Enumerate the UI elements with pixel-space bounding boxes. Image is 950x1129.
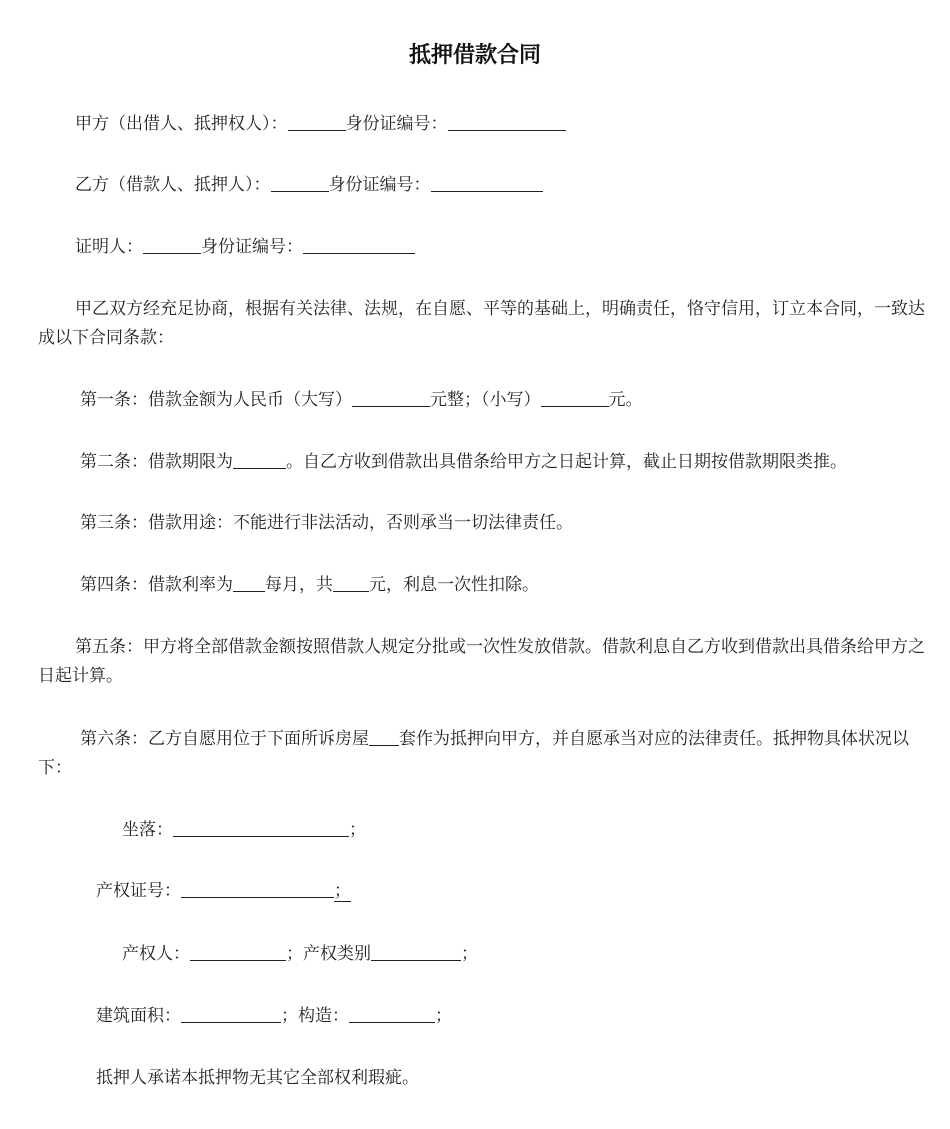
article-6-text-c: 套作为抵押向甲方，并自愿承当对应的法律责任。抵押物具体状况以下： xyxy=(38,729,909,778)
party-b-label: 乙方（借款人、抵押人）： xyxy=(75,175,271,195)
witness-name-blank[interactable] xyxy=(143,236,201,254)
area-blank[interactable] xyxy=(181,1005,281,1023)
contract-title: 抵押借款合同 xyxy=(408,43,541,68)
article-6-heading: 第六条： xyxy=(80,729,148,749)
owner-label: 产权人： xyxy=(122,944,190,964)
article-4-text-c: 元，利息一次性扣除。 xyxy=(369,575,539,595)
location-blank[interactable] xyxy=(173,819,349,837)
party-a-line xyxy=(75,110,566,139)
area-line xyxy=(96,1002,452,1031)
mortgagor-promise: 抵押人承诺本抵押物无其它全部权利瑕疵。 xyxy=(96,1068,419,1088)
article-6-text-b: 乙方自愿用位于下面所诉房屋 xyxy=(148,729,369,749)
party-a-id-blank[interactable] xyxy=(448,113,566,131)
amount-uppercase-blank[interactable] xyxy=(352,389,430,407)
article-1-text-c: 元。 xyxy=(608,390,643,410)
article-2-text-b: 。自乙方收到借款出具借条给甲方之日起计算，截止日期按借款期限类推。 xyxy=(286,452,847,472)
article-6 xyxy=(38,725,928,783)
location-end: ； xyxy=(349,820,366,840)
article-5: 第五条：甲方将全部借款金额按照借款人规定分批或一次性发放借款。借款利息自乙方收到借款出具借条给甲方之日起计算。 xyxy=(38,637,925,686)
party-a-name-blank[interactable] xyxy=(288,113,346,131)
cert-number-line xyxy=(96,877,351,906)
article-3: 第三条：借款用途：不能进行非法活动，否则承当一切法律责任。 xyxy=(80,513,573,533)
party-b-id-blank[interactable] xyxy=(431,174,543,192)
structure-label: ；构造： xyxy=(281,1006,349,1026)
loan-term-blank[interactable] xyxy=(233,451,286,469)
witness-id-blank[interactable] xyxy=(303,236,415,254)
article-4 xyxy=(80,571,539,600)
article-1 xyxy=(80,386,643,415)
party-a-label: 甲方（出借人、抵押权人）： xyxy=(75,114,288,134)
cert-number-end: ； xyxy=(334,881,351,901)
preamble-paragraph: 甲乙双方经充足协商，根据有关法律、法规，在自愿、平等的基础上，明确责任，恪守信用，订立本合同，一致达成以下合同条款： xyxy=(38,299,925,348)
party-b-name-blank[interactable] xyxy=(271,174,329,192)
amount-lowercase-blank[interactable] xyxy=(541,389,609,407)
article-1-text-b: 元整；（小写） xyxy=(430,390,541,410)
area-end: ； xyxy=(435,1006,452,1026)
party-b-line xyxy=(75,171,543,200)
owner-type-blank[interactable] xyxy=(371,943,461,961)
interest-rate-blank[interactable] xyxy=(233,574,265,592)
article-4-text-b: 每月，共 xyxy=(265,575,333,595)
structure-blank[interactable] xyxy=(349,1005,435,1023)
witness-id-label: 身份证编号： xyxy=(201,237,303,257)
article-1-text-a: 第一条：借款金额为人民币（大写） xyxy=(80,390,352,410)
owner-line xyxy=(122,940,478,969)
witness-label: 证明人： xyxy=(75,237,143,257)
property-count-blank[interactable] xyxy=(369,728,399,746)
cert-number-blank[interactable] xyxy=(181,880,334,898)
interest-total-blank[interactable] xyxy=(333,574,369,592)
location-line xyxy=(122,816,366,845)
article-4-text-a: 第四条：借款利率为 xyxy=(80,575,233,595)
party-a-id-label: 身份证编号： xyxy=(345,114,448,134)
location-label: 坐落： xyxy=(122,820,173,840)
cert-number-label: 产权证号： xyxy=(96,881,181,901)
owner-blank[interactable] xyxy=(190,943,286,961)
owner-type-label: ；产权类别 xyxy=(286,944,371,964)
article-2 xyxy=(80,448,847,477)
party-b-id-label: 身份证编号： xyxy=(328,175,431,195)
area-label: 建筑面积： xyxy=(96,1006,181,1026)
owner-end: ； xyxy=(461,944,478,964)
article-2-text-a: 第二条：借款期限为 xyxy=(80,452,233,472)
witness-line xyxy=(75,233,415,262)
